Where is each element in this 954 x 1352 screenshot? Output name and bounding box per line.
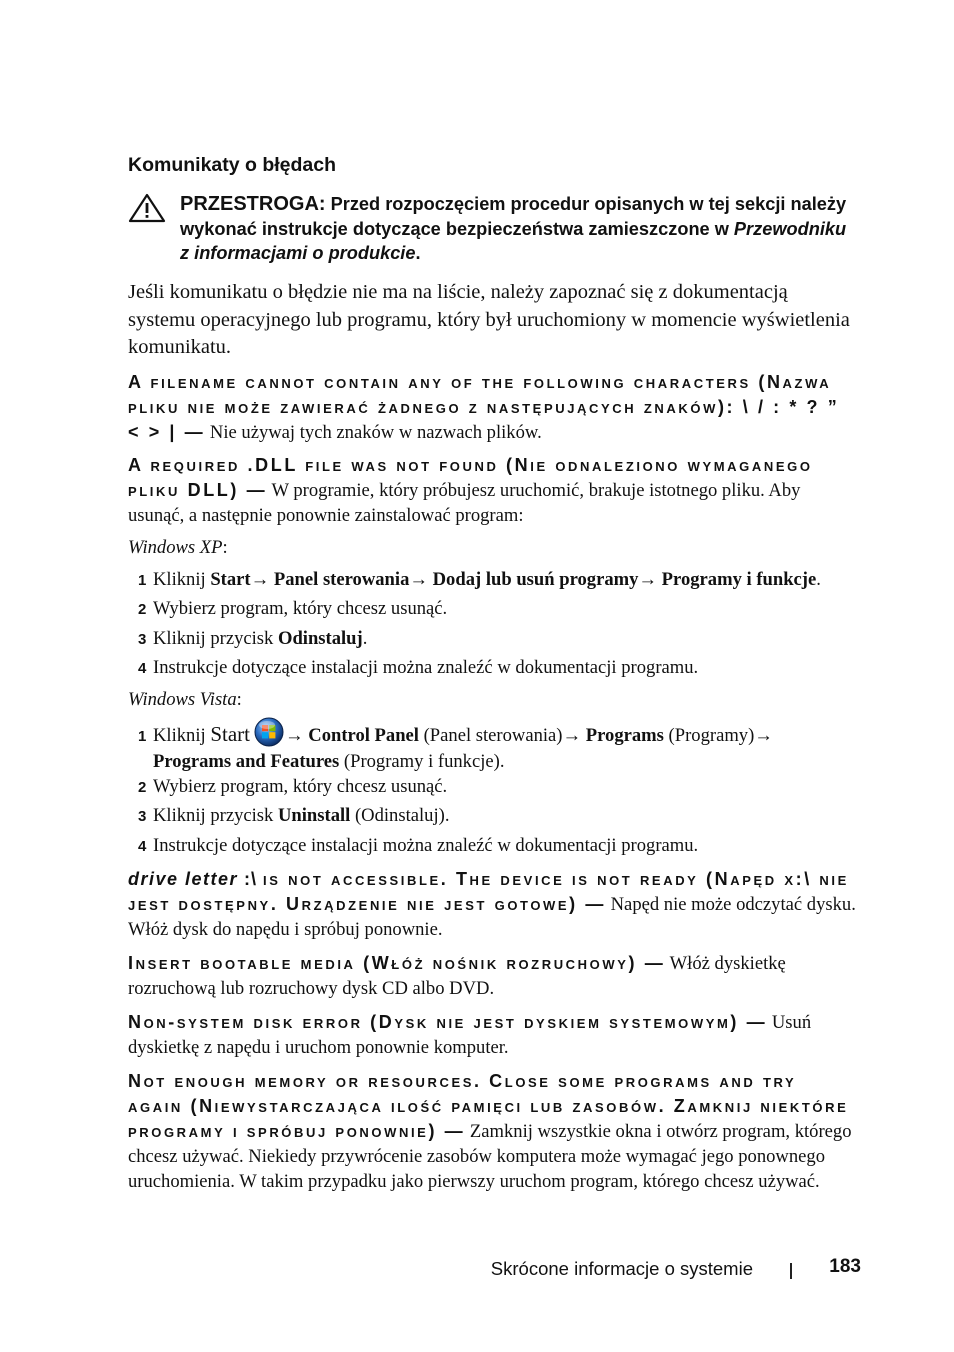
footer-separator — [790, 1263, 792, 1279]
caution-body: Przed rozpoczęciem procedur opisanych w tej sekcji należy wykonać instrukcje dotyczące bezpieczeństwa zamieszczone w — [180, 194, 847, 239]
message-title: Insert bootable media (Włóż nośnik rozruchowy) — — [128, 953, 666, 973]
vista-step-3: 3 Kliknij przycisk Uninstall (Odinstaluj). — [138, 805, 450, 826]
guide-title: Przewodniku z informacjami o produkcie — [180, 218, 847, 263]
message-body: W programie, który próbujesz uruchomić, brakuje istotnego pliku. Aby usunąć, a następnie ponownie zainstalować program: — [128, 480, 801, 526]
page-number: 183 — [829, 1256, 861, 1277]
footer-section-name: Skrócone informacje o systemie — [490, 1258, 753, 1279]
message-title: A filename cannot contain any of the following characters (Nazwa pliku nie może zawierać żadnego z następujących znaków): \ / : * ? ” < > | — — [128, 372, 840, 442]
message-dll — [128, 453, 858, 528]
message-not-enough-memory — [128, 1069, 858, 1194]
caution-label: PRZESTROGA: — [180, 193, 326, 215]
message-title: drive letter :\ is not accessible. The device is not ready (Napęd x:\ nie jest dostępny. Urządzenie nie jest gotowe) — — [128, 869, 849, 914]
warning-triangle-icon — [128, 193, 166, 223]
section-heading: Komunikaty o błędach — [128, 154, 337, 176]
xp-step-4: 4 Instrukcje dotyczące instalacji można znaleźć w dokumentacji programu. — [138, 657, 699, 678]
windows-vista-label: Windows Vista: — [128, 689, 242, 710]
caution-end: . — [415, 243, 421, 263]
caution-text — [180, 192, 858, 266]
intro-paragraph: Jeśli komunikatu o błędzie nie ma na liście, należy zapoznać się z dokumentacją systemu operacyjnego lub programu, który był uruchomiony w momencie wyświetlenia komunikatu. — [128, 281, 850, 358]
message-body: Zamknij wszystkie okna i otwórz program, którego chcesz używać. Niekiedy przywrócenie zasobów komputera może wymagać jego ponownego uruchomienia. W takim przypadku jako pierwszy uruchom program, którego chcesz używać. — [128, 1121, 852, 1192]
message-non-system-disk — [128, 1010, 858, 1060]
message-title: Not enough memory or resources. Close some programs and try again (Niewystarczająca ilość pamięci lub zasobów. Zamknij niektóre programy i spróbuj ponownie) — — [128, 1071, 849, 1141]
xp-step-1: 1 Kliknij Start→ Panel sterowania→ Dodaj lub usuń programy→ Programy i funkcje. — [138, 569, 821, 590]
message-body: Włóż dyskietkę rozruchową lub rozruchowy dysk CD albo DVD. — [128, 953, 786, 999]
windows-xp-label: Windows XP: — [128, 537, 228, 558]
message-drive-not-accessible — [128, 867, 858, 942]
xp-step-3: 3 Kliknij przycisk Odinstaluj. — [138, 628, 368, 649]
vista-step-1: 1 Kliknij Start → Control Panel (Panel sterowania)→ Programs (Programy)→ Programs and Features (Programy i funkcje). — [138, 717, 863, 774]
xp-step-2: 2 Wybierz program, który chcesz usunąć. — [138, 598, 448, 619]
message-body: Napęd nie może odczytać dysku. Włóż dysk do napędu i spróbuj ponownie. — [128, 894, 856, 940]
message-title: A required .DLL file was not found (Nie odnaleziono wymaganego pliku DLL) — — [128, 455, 813, 500]
message-insert-bootable-media — [128, 951, 858, 1001]
message-body: Usuń dyskietkę z napędu i uruchom ponownie komputer. — [128, 1012, 812, 1058]
vista-step-4: 4 Instrukcje dotyczące instalacji można znaleźć w dokumentacji programu. — [138, 835, 699, 856]
caution-notice — [128, 192, 858, 266]
page-footer — [0, 1256, 954, 1282]
message-title: Non-system disk error (Dysk nie jest dyskiem systemowym) — — [128, 1012, 768, 1032]
vista-step-2: 2 Wybierz program, który chcesz usunąć. — [138, 776, 448, 797]
windows-start-orb-icon — [254, 717, 284, 747]
message-body: Nie używaj tych znaków w nazwach plików. — [205, 422, 542, 443]
message-filename — [128, 370, 858, 445]
